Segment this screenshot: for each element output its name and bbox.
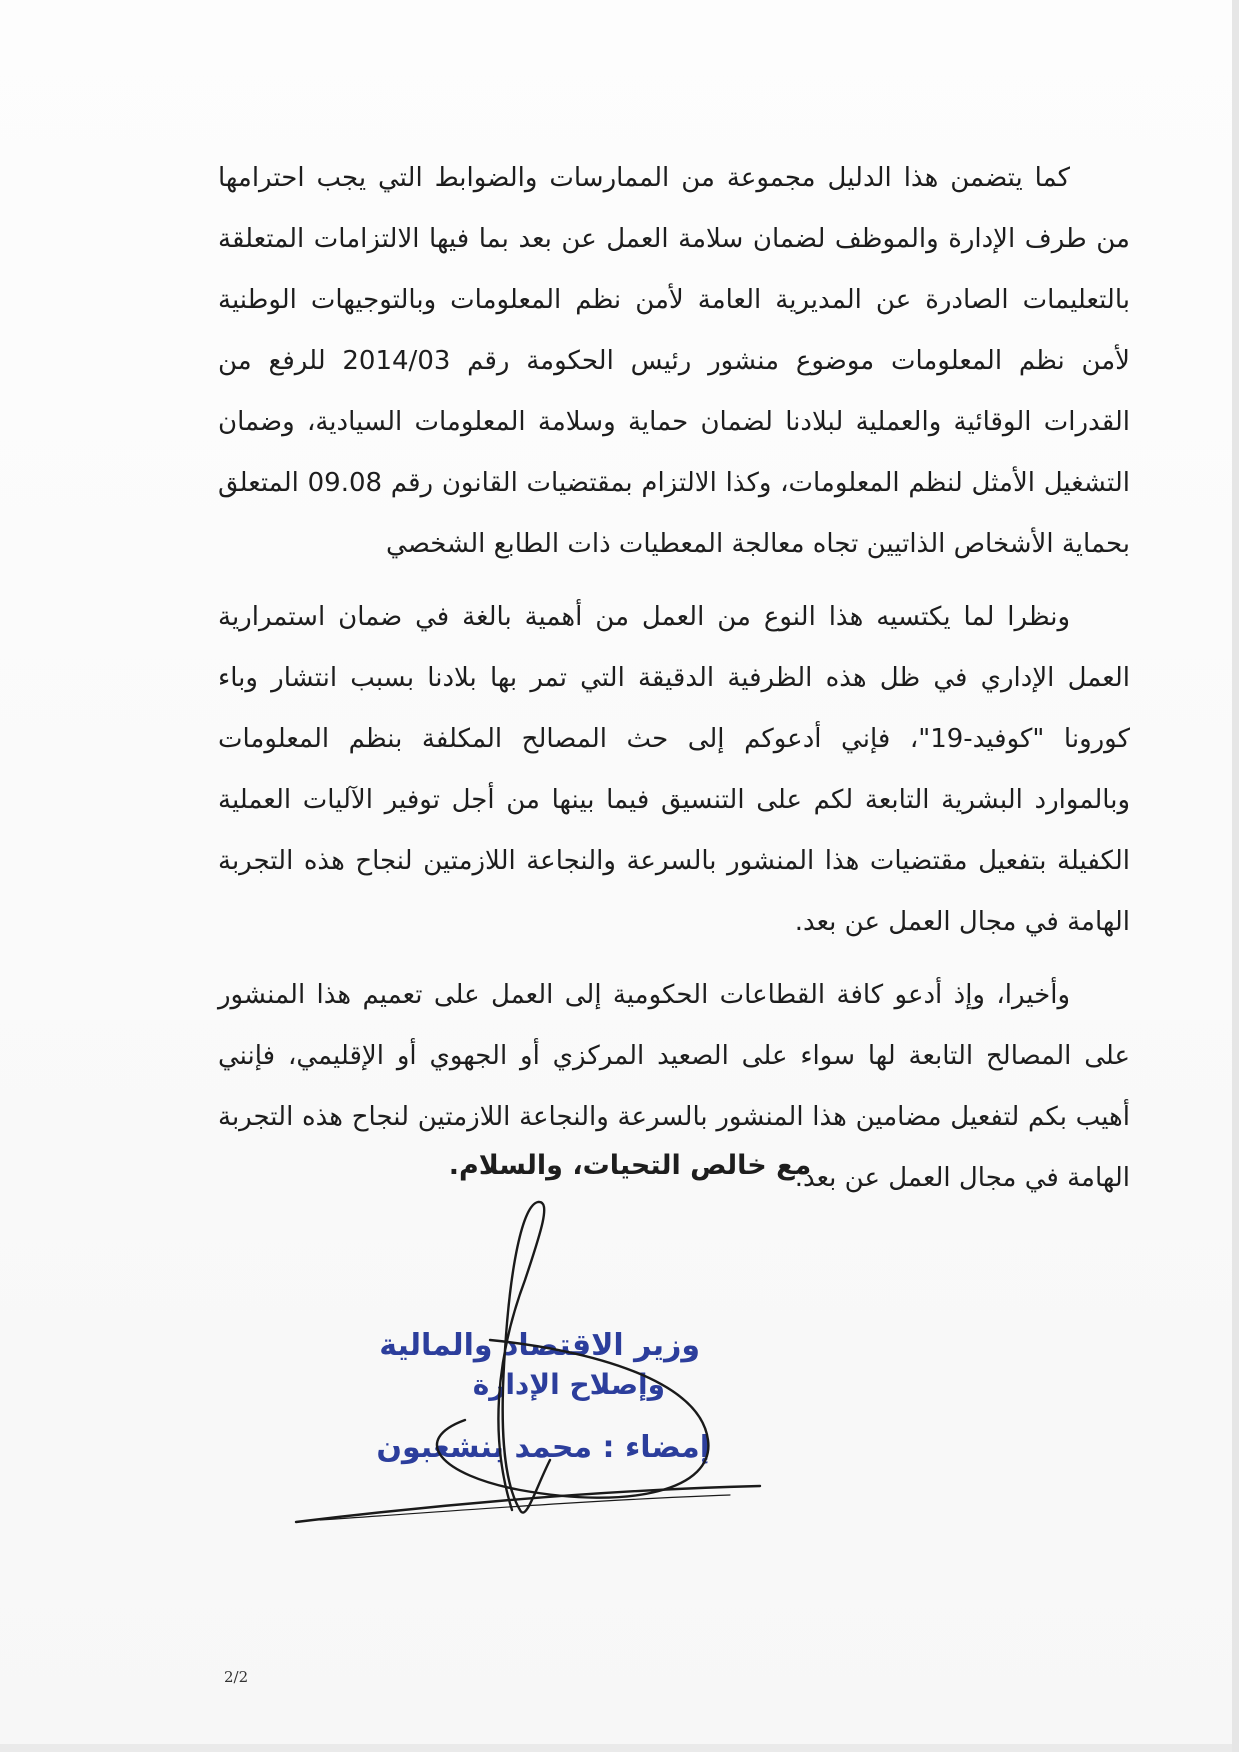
paragraph-3: وأخيرا، وإذ أدعو كافة القطاعات الحكومية إلى العمل على تعميم هذا المنشور على المصالح التابعة لها سواء على الصعيد المركزي أو الجهوي أو الإقليمي، فإنني أهيب بكم لتفعيل مضامين هذا المنشور بالسرعة والنجاعة اللازمتين لنجاح هذه التجربة الهامة في مجال العمل عن بعد. (218, 980, 1130, 1193)
letter-body (218, 148, 1130, 1221)
handwritten-signature (290, 1190, 770, 1530)
page-number: 2/2 (224, 1668, 249, 1686)
scan-edge-bottom (0, 1744, 1239, 1752)
stamp-signatory-line: إمضاء : محمد بنشعبون (376, 1430, 710, 1465)
stamp-title-line-2: وإصلاح الإدارة (472, 1368, 665, 1401)
paragraph-1: كما يتضمن هذا الدليل مجموعة من الممارسات والضوابط التي يجب احترامها من طرف الإدارة والموظف لضمان سلامة العمل عن بعد بما فيها الالتزامات المتعلقة بالتعليمات الصادرة عن المديرية العامة لأمن نظم المعلومات وبالتوجيهات الوطنية لأمن نظم المعلومات موضوع منشور رئيس الحكومة رقم 2014/03 للرفع من القدرات الوقائية والعملية لبلادنا لضمان حماية وسلامة المعلومات السيادية، وضمان التشغيل الأمثل لنظم المعلومات، وكذا الالتزام بمقتضيات القانون رقم 09.08 المتعلق بحماية الأشخاص الذاتيين تجاه معالجة المعطيات ذات الطابع الشخصي (218, 163, 1131, 559)
stamp-title-line: وزير الاقتصاد والمالية (379, 1328, 700, 1363)
closing-salutation: مع خالص التحيات، والسلام. (448, 1150, 812, 1181)
scan-edge-right (1232, 0, 1239, 1752)
paragraph-2: ونظرا لما يكتسيه هذا النوع من العمل من أهمية بالغة في ضمان استمرارية العمل الإداري في ظل هذه الظرفية الدقيقة التي تمر بها بلادنا بسبب انتشار وباء كورونا "كوفيد-19"، فإني أدعوكم إلى حث المصالح المكلفة بنظم المعلومات وبالموارد البشرية التابعة لكم على التنسيق فيما بينها من أجل توفير الآليات العملية الكفيلة بتفعيل مقتضيات هذا المنشور بالسرعة والنجاعة اللازمتين لنجاح هذه التجربة الهامة في مجال العمل عن بعد. (218, 602, 1130, 937)
